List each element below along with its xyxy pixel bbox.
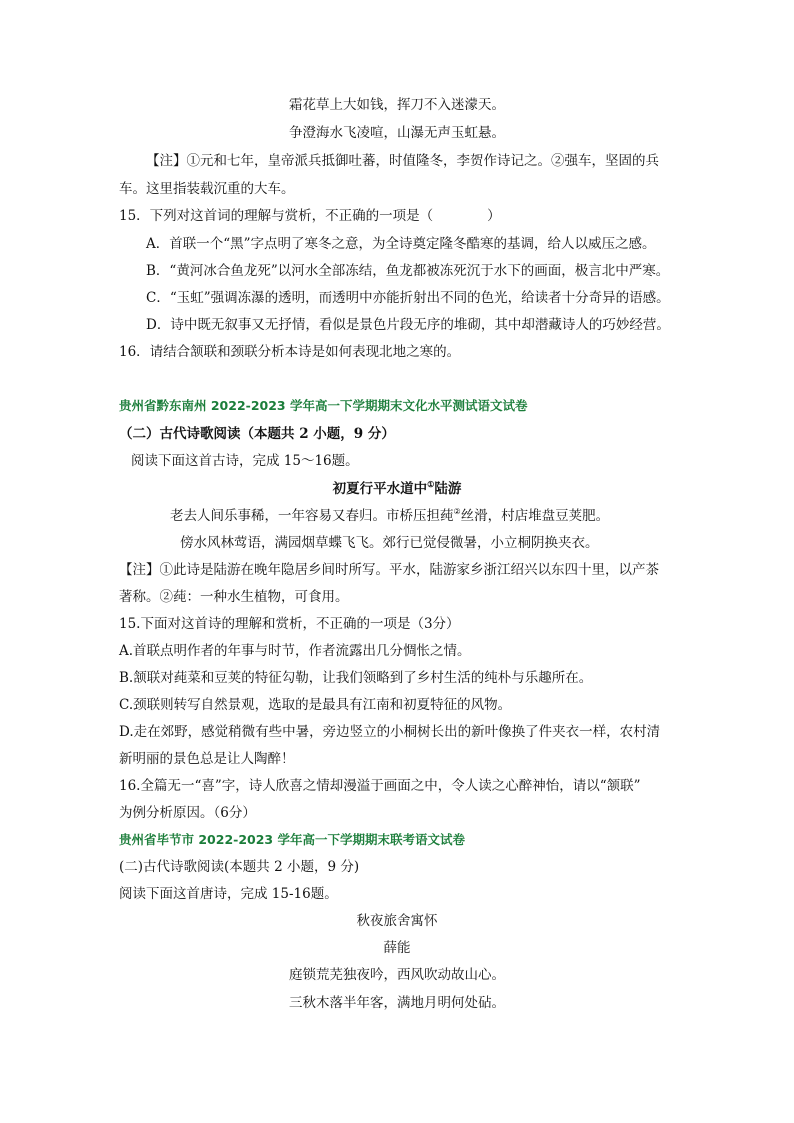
question-15: 15.下面对这首诗的理解和赏析，不正确的一项是（3分） [119,616,460,632]
note-line: 【注】①此诗是陆游在晚年隐居乡间时所写。平水，陆游家乡浙江绍兴以东四十里，以产茶 [119,562,659,578]
poem-line: 庭锁荒芜独夜吟，西风吹动故山心。 [289,967,505,983]
question-16: 16.全篇无一“喜”字，诗人欣喜之情却漫溢于画面之中，令人读之心醉神怡，请以“颔联” [119,778,641,794]
note-line: 著称。②莼：一种水生植物，可食用。 [119,589,349,605]
option-b: B.颔联对莼菜和豆荚的特征勾勒，让我们领略到了乡村生活的纯朴与乐趣所在。 [119,670,593,686]
instruction: 阅读下面这首唐诗，完成 15-16题。 [119,886,338,902]
option-a: A．首联一个“黑”字点明了寒冬之意，为全诗奠定隆冬酷寒的基调，给人以威压之感。 [146,236,656,252]
poem-author: 薛能 [383,940,411,956]
poem-line: 傍水风林莺语，满园烟草蝶飞飞。郊行已觉侵微暑，小立桐阴换夹衣。 [180,535,599,551]
exam-source: 贵州省毕节市 2022-2023 学年高一下学期期末联考语文试卷 [119,832,465,847]
note-line: 【注】①元和七年，皇帝派兵抵御吐蕃，时值隆冬，李贺作诗记之。②强车，坚固的兵 [146,153,659,169]
option-c: C.颈联则转写自然景观，选取的是最具有江南和初夏特征的风物。 [119,697,512,713]
instruction: 阅读下面这首古诗，完成 15～16题。 [131,453,359,469]
footnote-mark: ① [427,479,435,489]
poem-title: 秋夜旅舍寓怀 [356,913,438,929]
option-c: C．“玉虹”强调冻瀑的透明，而透明中亦能折射出不同的色光，给读者十分奇异的语感。 [146,290,670,306]
poem-title [0,479,794,499]
poem-line: 三秋木落半年客，满地月明何处砧。 [289,995,505,1011]
question-15: 15．下列对这首词的理解与赏析，不正确的一项是（ ） [119,208,501,224]
poem-line-part: 老去人间乐事稀，一年容易又春归。市桥压担莼 [170,508,454,524]
option-d: D．诗中既无叙事又无抒情，看似是景色片段无序的堆砌，其中却潜藏诗人的巧妙经营。 [146,317,670,333]
poem-line: 争澄海水飞凌喧，山瀑无声玉虹悬。 [289,125,505,141]
note-line: 车。这里指装载沉重的大车。 [119,181,295,197]
poem-author: 陆游 [434,481,462,497]
option-d-continued: 新明丽的景色总是让人陶醉！ [119,751,295,767]
option-d: D.走在郊野，感觉稍微有些中暑，旁边竖立的小桐树长出的新叶像换了件夹衣一样，农村清 [119,724,661,740]
exam-source: 贵州省黔东南州 2022-2023 学年高一下学期期末文化水平测试语文试卷 [119,398,528,413]
option-b: B．“黄河冰合鱼龙死”以河水全部冻结，鱼龙都被冻死沉于水下的画面，极言北中严寒。 [146,263,670,279]
footnote-mark: ② [453,507,461,516]
poem-title-text: 初夏行平水道中 [332,481,428,497]
question-16-continued: 为例分析原因。（6分） [119,805,256,821]
section-heading: （二）古代诗歌阅读（本题共 2 小题，9 分） [119,426,395,442]
section-heading: (二)古代诗歌阅读(本题共 2 小题，9 分) [119,859,360,875]
poem-line [170,506,609,526]
option-a: A.首联点明作者的年事与时节，作者流露出几分惆怅之情。 [119,643,471,659]
poem-line: 霜花草上大如钱，挥刀不入迷濛天。 [289,97,505,113]
poem-line-part: 丝滑，村店堆盘豆荚肥。 [460,508,610,524]
question-16: 16．请结合颔联和颈联分析本诗是如何表现北地之寒的。 [119,344,461,360]
